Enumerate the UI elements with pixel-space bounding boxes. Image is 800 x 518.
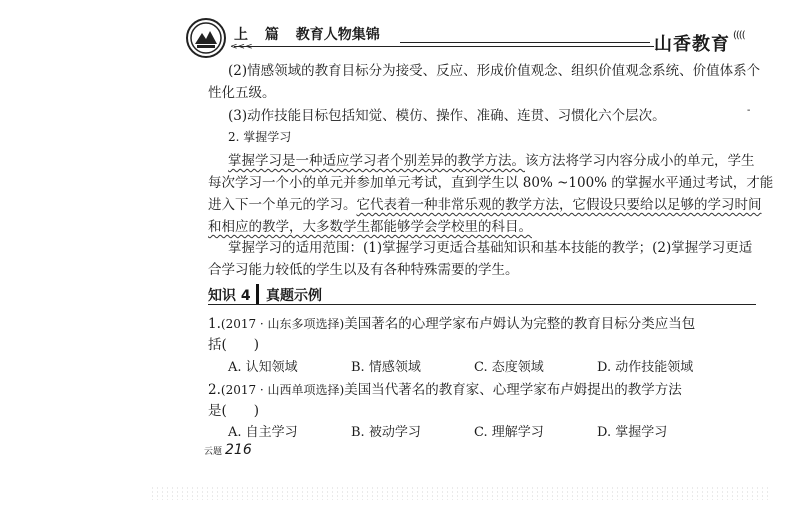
question-number: 2. [208,382,221,398]
section-divider-bar [256,284,259,304]
question-text: 是( ) [208,403,260,419]
section-label: 知识 4 [208,288,251,304]
section-title: 真题示例 [266,288,322,304]
text-line: (3)动作技能目标包括知觉、模仿、操作、准确、连贯、习惯化六个层次。 [228,108,666,124]
text-fragment: 进入下一个单元的学习。 [208,197,357,213]
question-1-stem [208,312,695,332]
highlighted-assumption: 它代表着一种非常乐观的教学方法，它假设只要给以足够的学习时间 [356,197,762,213]
question-number: 1. [208,316,221,332]
brand-name: 山香教育 [654,34,730,55]
subheading-text: 2. 掌握学习 [228,130,292,144]
paragraph-psychomotor [208,105,756,127]
header-part: 上 [234,27,248,43]
text-line: 性化五级。 [208,85,276,101]
header-rule-secondary [400,42,650,43]
logo-emblem-icon [188,20,224,56]
brand-decoration: (((( [733,30,745,41]
text-line: (2)情感领域的教育目标分为接受、反应、形成价值观念、组织价值观念系统、价值体系个 [228,63,761,79]
footer-tag: 云题 [204,447,223,457]
paragraph-mastery-definition [208,150,774,238]
margin-mark: - [747,105,751,116]
question-2-options [228,421,720,440]
header-section: 篇 [264,27,279,43]
question-source: (2017 · 山东多项选择) [220,317,345,331]
option-d: D. 掌握学习 [597,425,668,440]
text-line: 合学习能力较低的学生以及有各种特殊需要的学生。 [208,262,519,278]
question-text: 括( ) [208,337,260,353]
question-2-stem-cont [208,399,259,419]
question-text: 美国当代著名的教育家、心理学家布卢姆提出的教学方法 [344,382,682,398]
scan-noise [150,486,770,500]
option-c: C. 态度领域 [474,360,544,375]
paragraph-affective [208,60,761,104]
option-a: A. 自主学习 [228,425,298,440]
question-text: 美国著名的心理学家布卢姆认为完整的教育目标分类应当包 [344,316,696,332]
question-source: (2017 · 山西单项选择) [220,383,345,397]
question-1-stem-cont [208,333,259,353]
text-line [208,216,756,238]
header-title: 教育人物集锦 [295,27,380,43]
option-a: A. 认知领域 [228,360,298,375]
text-line [208,150,756,172]
option-b: B. 被动学习 [351,425,421,440]
text-fragment: 该方法将学习内容分成小的单元，学生 [525,153,755,169]
page-footer [204,442,252,458]
section-rule [208,304,756,305]
running-header [234,24,392,44]
publisher-logo [186,18,226,58]
header-rule [234,46,654,47]
question-2-stem [208,378,682,398]
option-b: B. 情感领域 [351,360,421,375]
option-c: C. 理解学习 [474,425,544,440]
text-line [208,194,762,216]
subheading-mastery-learning [208,126,756,148]
paragraph-scope [208,237,756,281]
highlighted-assumption-cont: 和相应的教学，大多数学生都能够学会学校里的科目。 [208,219,532,235]
text-line: 掌握学习的适用范围：(1)掌握学习更适合基础知识和基本技能的教学；(2)掌握学习更适 [228,240,753,256]
highlighted-definition: 掌握学习是一种适应学习者个别差异的教学方法。 [228,153,525,169]
option-d: D. 动作技能领域 [597,360,694,375]
question-1-options [228,356,720,375]
text-line: 每次学习一个小的单元并参加单元考试，直到学生以 80% ~100% 的掌握水平通过考试，才能 [208,175,774,191]
page-number: 216 [225,442,252,458]
header-mark: <<< [230,42,253,52]
